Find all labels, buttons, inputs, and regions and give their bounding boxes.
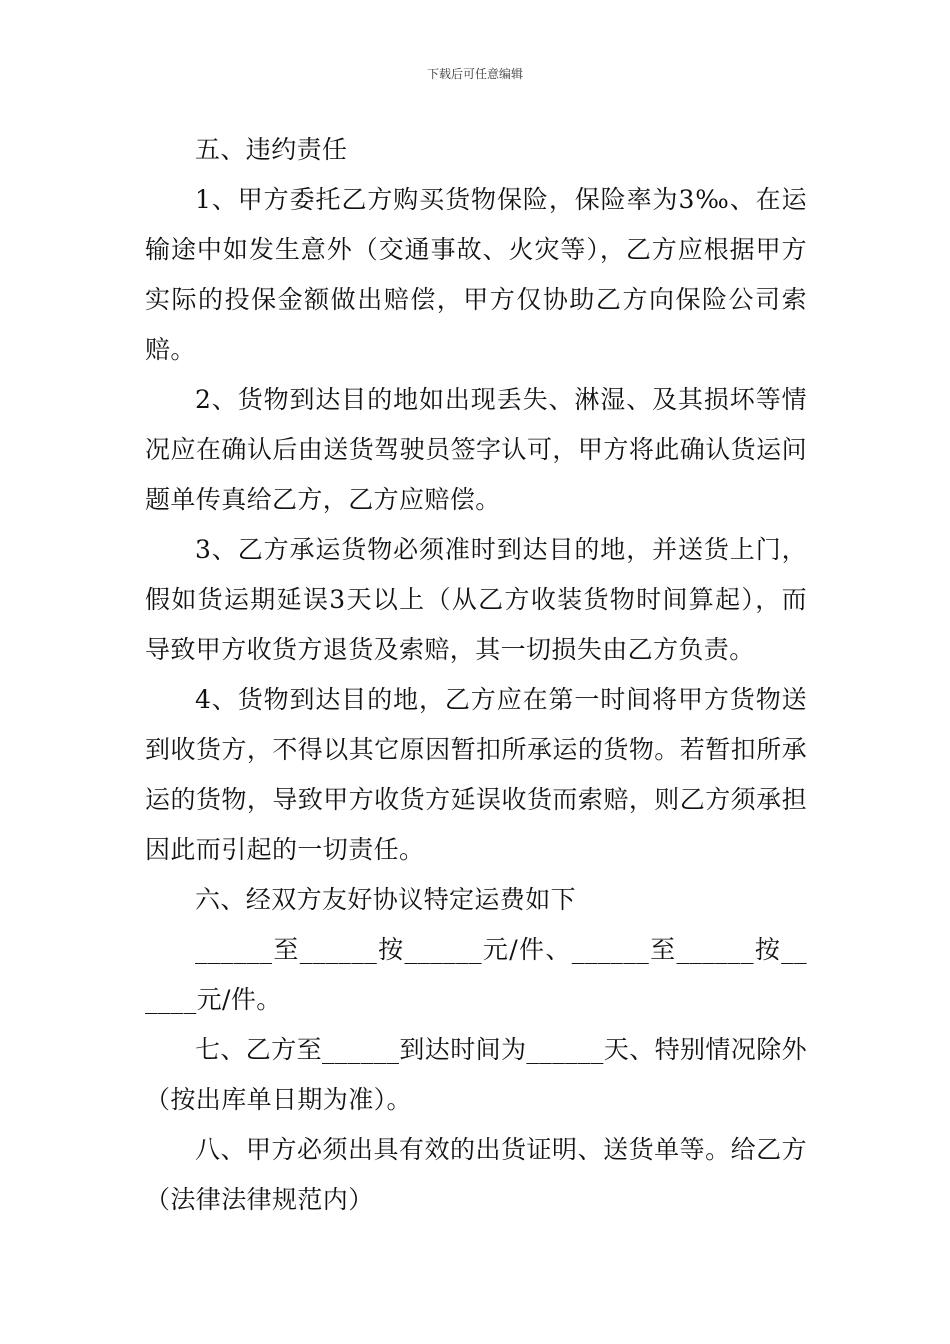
document-body xyxy=(145,125,807,1225)
clause-paragraph-2: 2、货物到达目的地如出现丢失、淋湿、及其损坏等情况应在确认后由送货驾驶员签字认可，甲方将此确认货运问题单传真给乙方，乙方应赔偿。 xyxy=(145,385,807,514)
section-heading-breach-liability: 五、违约责任 xyxy=(195,135,348,164)
section-shipment-proof: 八、甲方必须出具有效的出货证明、送货单等。给乙方（法律法律规范内） xyxy=(145,1135,807,1214)
clause-paragraph-1: 1、甲方委托乙方购买货物保险，保险率为3‰、在运输途中如发生意外（交通事故、火灾等），乙方应根据甲方实际的投保金额做出赔偿，甲方仅协助乙方向保险公司索赔。 xyxy=(145,185,807,364)
clause-paragraph-3: 3、乙方承运货物必须准时到达目的地，并送货上门，假如货运期延误3天以上（从乙方收装货物时间算起），而导致甲方收货方退货及索赔，其一切损失由乙方负责。 xyxy=(145,535,807,664)
section-heading-freight: 六、经双方友好协议特定运费如下 xyxy=(195,885,577,914)
clause-paragraph-4: 4、货物到达目的地，乙方应在第一时间将甲方货物送到收货方，不得以其它原因暂扣所承运的货物。若暂扣所承运的货物，导致甲方收货方延误收货而索赔，则乙方须承担因此而引起的一切责任。 xyxy=(145,685,807,864)
section-arrival-time: 七、乙方至______到达时间为______天、特别情况除外（按出库单日期为准）。 xyxy=(145,1035,808,1114)
freight-rate-blanks: ______至______按______元/件、______至______按______元/件。 xyxy=(145,935,807,1014)
page-header-note: 下载后可任意编辑 xyxy=(426,67,523,81)
